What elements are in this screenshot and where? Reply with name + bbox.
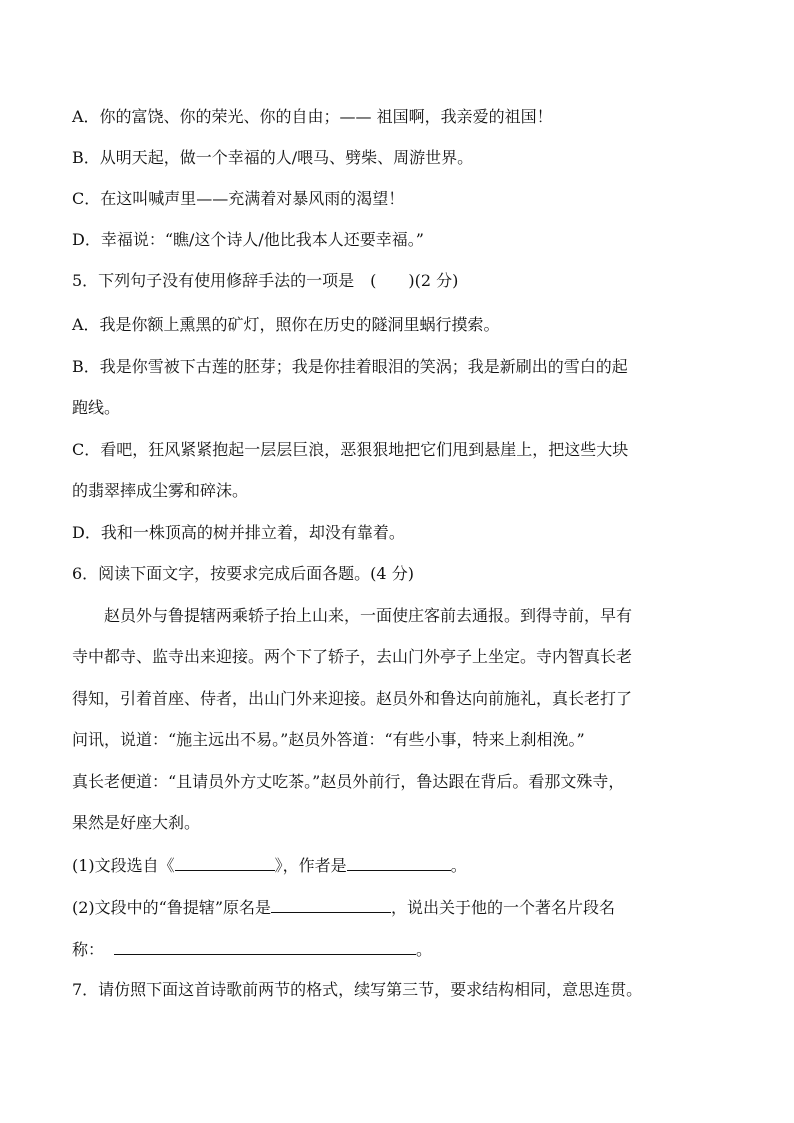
option-b-q4: B．从明天起，做一个幸福的人/喂马、劈柴、周游世界。 xyxy=(72,148,474,167)
subquestion-2-text-d: 。 xyxy=(416,940,433,959)
question-6: 6．阅读下面文字，按要求完成后面各题。(4 分) xyxy=(72,564,414,583)
subquestion-2-text-a: (2)文段中的“鲁提辖”原名是 xyxy=(72,898,272,917)
episode-name-blank[interactable] xyxy=(114,938,416,955)
subquestion-2 xyxy=(72,896,722,919)
option-c-q5: C．看吧，狂风紧紧抱起一层层巨浪，恶狠狠地把它们甩到悬崖上，把这些大块 xyxy=(72,440,629,459)
passage-line: 赵员外与鲁提辖两乘轿子抬上山来，一面使庄客前去通报。到得寺前，早有 xyxy=(104,606,633,625)
subquestion-1-text-c: 。 xyxy=(450,856,467,875)
subquestion-1 xyxy=(72,854,722,877)
passage-line: 问讯，说道：“施主远出不易。”赵员外答道：“有些小事，特来上刹相浼。” xyxy=(72,730,585,749)
option-c-q5-cont: 的翡翠摔成尘雾和碎沫。 xyxy=(72,481,249,500)
original-name-blank[interactable] xyxy=(271,896,391,913)
option-d-q5: D．我和一株顶高的树并排立着，却没有靠着。 xyxy=(72,523,405,542)
subquestion-2-text-b: ，说出关于他的一个著名片段名 xyxy=(391,898,616,917)
option-b-q5: B．我是你雪被下古莲的胚芽；我是你挂着眼泪的笑涡；我是新刷出的雪白的起 xyxy=(72,357,628,376)
subquestion-2-text-c: 称： xyxy=(72,940,105,959)
option-c-q4: C．在这叫喊声里——充满着对暴风雨的渴望！ xyxy=(72,189,405,208)
option-a-q5: A．我是你额上熏黑的矿灯，照你在历史的隧洞里蜗行摸索。 xyxy=(72,315,500,334)
question-5: 5．下列句子没有使用修辞手法的一项是 ( )(2 分) xyxy=(72,271,459,290)
source-book-blank[interactable] xyxy=(175,854,275,871)
passage-line: 寺中都寺、监寺出来迎接。两个下了轿子，去山门外亭子上坐定。寺内智真长老 xyxy=(72,647,633,666)
subquestion-2-cont xyxy=(72,938,722,961)
option-d-q4: D．幸福说：“瞧/这个诗人/他比我本人还要幸福。” xyxy=(72,230,424,249)
passage-line: 果然是好座大刹。 xyxy=(72,813,201,832)
author-blank[interactable] xyxy=(347,854,451,871)
subquestion-1-text-a: (1)文段选自《 xyxy=(72,856,175,875)
option-a-q4: A．你的富饶、你的荣光、你的自由；—— 祖国啊，我亲爱的祖国！ xyxy=(72,107,553,126)
question-7: 7．请仿照下面这首诗歌前两节的格式，续写第三节，要求结构相同，意思连贯。 xyxy=(72,980,643,999)
option-b-q5-cont: 跑线。 xyxy=(72,398,121,417)
passage-line: 真长老便道：“且请员外方丈吃茶。”赵员外前行，鲁达跟在背后。看那文殊寺， xyxy=(72,772,625,791)
passage-line: 得知，引着首座、侍者，出山门外来迎接。赵员外和鲁达向前施礼，真长老打了 xyxy=(72,689,633,708)
subquestion-1-text-b: 》，作者是 xyxy=(274,856,347,875)
